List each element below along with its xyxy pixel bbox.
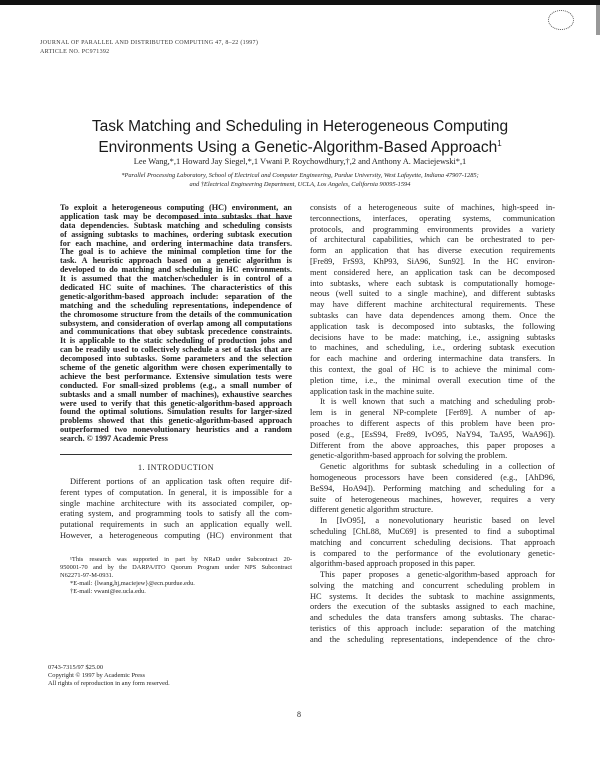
- body-text-line: Different from the above approaches, this paper proposes a: [310, 440, 555, 450]
- footnotes: [60, 556, 292, 596]
- body-text-line: proaches to different aspects of this problem have been pro-: [310, 418, 555, 428]
- body-text-line: is compared to the performance of the evolutionary genetic-: [310, 548, 555, 558]
- footnote-line: N62271-97-M-0931.: [60, 572, 114, 579]
- footnote-line: †E-mail: vwani@ee.ucla.edu.: [70, 588, 146, 595]
- abstract-line: decomposed into subtasks. Some parameters and the selection: [60, 355, 292, 364]
- abstract-line: of assigning subtasks to machines, ordering subtask execution: [60, 230, 292, 239]
- footnote-line: 950001-70 and by the DARPA/ITO Quorum Program under NPS Subcontract: [60, 564, 292, 571]
- title-footnote-mark: 1: [497, 139, 502, 148]
- abstract-line: can be readily used to collectively schedule a set of tasks that are: [60, 346, 292, 355]
- body-text-line: application task in the machine suite.: [310, 386, 435, 396]
- body-text-line: form an application that has diverse execution requirements: [310, 246, 555, 256]
- body-text-line: this context, the goal of HC is to achieve the minimal com-: [310, 364, 555, 374]
- body-text-line: suite of heterogeneous machines, however, requires a very: [310, 494, 555, 504]
- body-text-line: single machine architecture with its associated compiler, op-: [60, 498, 292, 508]
- abstract-line: outperformed two nonevolutionary heuristics and a random: [60, 426, 292, 435]
- body-text-line: different genetic algorithm structure.: [310, 505, 434, 515]
- body-text-line: posed (e.g., [EsS94, Fre89, IvO95, NaY94, TaA95, WaA96]).: [310, 429, 555, 439]
- abstract-line: the chromosome structure from the details of the communication: [60, 310, 292, 319]
- abstract-line: for each machine, and ordering intermachine data transfers.: [60, 239, 292, 248]
- body-text-line: matching and concurrent scheduling decisions. That approach: [310, 537, 555, 547]
- abstract-line: subtasks and a small number of machines), exhaustive searches: [60, 390, 292, 399]
- title-line-2: [0, 135, 600, 156]
- scan-edge-mark: [596, 5, 600, 35]
- author-list: Lee Wang,*,1 Howard Jay Siegel,*,1 Vwani P. Roychowdhury,†,2 and Anthony A. Maciejewski*,1: [133, 157, 467, 166]
- body-text-line: to machines, and scheduling, i.e., ordering subtask execution: [310, 343, 555, 353]
- copyright-block: [48, 664, 248, 688]
- abstract-line: task. A heuristic approach based on a genetic algorithm is: [60, 257, 292, 266]
- abstract-line: application task may be decomposed into subtasks that have: [60, 212, 292, 221]
- body-text-line: of architectural capabilities, which can be orchestrated to per-: [310, 235, 555, 245]
- abstract-line: matching and the scheduling representations, independence of: [60, 301, 292, 310]
- abstract-line: dedicated HC suite of machines. The characteristics of this: [60, 284, 292, 293]
- abstract-bottom-rule: [60, 454, 292, 455]
- copyright-line: 0743-7315/97 $25.00: [48, 664, 104, 671]
- body-text-line: teristics of this approach include: separation of the matching: [310, 624, 555, 634]
- abstract-line: scheme of the genetic algorithm were chosen experimentally to: [60, 364, 292, 373]
- abstract-line: It is assumed that the matcher/scheduler is in control of a: [60, 275, 292, 284]
- abstract-line: achieve the best performance. Extensive simulation tests were: [60, 372, 292, 381]
- abstract-line: problems showed that this genetic-algorithm-based approach: [60, 417, 292, 426]
- page-number: 8: [297, 710, 301, 719]
- publisher-logo-stamp: [548, 10, 574, 30]
- body-text-line: application task is decomposed into subtasks, the following: [310, 321, 555, 331]
- affiliation-1: *Parallel Processing Laboratory, School of Electrical and Computer Engineering, Purdue University, West Lafayette, Indiana 47907-1285;: [121, 172, 479, 179]
- body-text-line: and the scheduling representations, independence of the chro-: [310, 634, 555, 644]
- journal-header: JOURNAL OF PARALLEL AND DISTRIBUTED COMPUTING 47, 8–22 (1997): [40, 40, 259, 46]
- body-text-line: for each machine and ordering intermachine data transfers. In: [310, 354, 555, 364]
- body-text-line: algorithm-based approach proposed in this paper.: [310, 559, 476, 569]
- body-text-line: consists of a heterogeneous suite of machines, high-speed in-: [310, 203, 555, 212]
- body-text-line: Different portions of an application task often require dif-: [70, 477, 292, 486]
- body-text-line: homogeneous processors have been considered (e.g., [AhD96,: [310, 472, 555, 482]
- abstract-line: The goal is to achieve the minimal completion time for the: [60, 248, 292, 257]
- title-line-1: Task Matching and Scheduling in Heterogeneous Computing: [91, 118, 509, 135]
- body-text-line: subtasks can have data dependences among them. Once the: [310, 310, 555, 320]
- body-text-line: [Fre89, FrS93, KhP93, SiA96, Sun92]. In the HC environ-: [310, 256, 555, 266]
- introduction-left-column: [60, 477, 292, 542]
- body-text-line: lem is in general NP-complete [Fer89]. A number of ap-: [310, 408, 555, 418]
- body-text-line: terconnections, interfaces, operating systems, communication: [310, 213, 555, 223]
- abstract-line: data dependencies. Subtask matching and scheduling consists: [60, 221, 292, 230]
- body-text-line: orders the execution of the subtasks assigned to each machine,: [310, 602, 555, 612]
- affiliation-2: and †Electrical Engineering Department, UCLA, Los Angeles, California 90095-1594: [189, 181, 411, 188]
- body-text-line: solving the matching and concurrent scheduling problem in: [310, 580, 555, 590]
- body-text-line: In [IvO95], a nonevolutionary heuristic based on level: [320, 516, 555, 526]
- abstract-line: conducted. For small-sized problems (e.g., a small number of: [60, 381, 292, 390]
- footnote-line: ¹This research was supported in part by NRaD under Subcontract 20-: [70, 556, 292, 563]
- copyright-line: Copyright © 1997 by Academic Press: [48, 672, 145, 679]
- body-text-line: erating system, and programming tools to satisfy all the com-: [60, 509, 292, 519]
- body-text-line: decisions have to be made: matching, i.e., assigning subtasks: [310, 332, 555, 342]
- abstract: [60, 204, 292, 444]
- body-text-line: genetic-algorithm-based approach for solving the problem.: [310, 451, 508, 461]
- body-text-line: However, a heterogeneous computing (HC) environment that: [60, 530, 292, 540]
- abstract-line: and communications that obey subtask precedence constraints.: [60, 328, 292, 337]
- abstract-line: genetic-algorithm-based approach include: separation of the: [60, 292, 292, 301]
- title-line-2-text: Environments Using a Genetic-Algorithm-Based Approach: [98, 139, 498, 157]
- right-column-text: [310, 203, 555, 646]
- body-text-line: into subtasks, where each subtask is computationally homoge-: [310, 278, 555, 288]
- body-text-line: ferent types of computation. In general, it is impossible for a: [60, 487, 292, 497]
- abstract-line: subsystem, and consideration of overlap among all computations: [60, 319, 292, 328]
- body-text-line: HC systems. It decides the subtask to machine assignments,: [310, 591, 555, 601]
- body-text-line: ment considered here, an application task can be decomposed: [310, 267, 555, 277]
- scan-edge-bar: [0, 0, 600, 5]
- article-number: ARTICLE NO. PC971392: [40, 49, 110, 55]
- body-text-line: and schedules the data transfers among subtasks. The charac-: [310, 613, 555, 623]
- body-text-line: may have different machine architectural requirements. These: [310, 300, 555, 310]
- body-text-line: This paper proposes a genetic-algorithm-based approach for: [320, 570, 555, 580]
- body-text-line: neous (well suited to a single machine), and different subtasks: [310, 289, 555, 299]
- body-text-line: It is well known that such a matching and scheduling prob-: [320, 397, 555, 407]
- body-text-line: protocols, and programming environments provides a variety: [310, 224, 555, 234]
- section-heading-introduction: 1. INTRODUCTION: [138, 463, 214, 472]
- abstract-line: were used to verify that this genetic-algorithm-based approach: [60, 399, 292, 408]
- body-text-line: BeS94, HoA94]). Performing matching and scheduling for a: [310, 483, 555, 493]
- body-text-line: pletion time, i.e., the minimal overall execution time of the: [310, 375, 555, 385]
- body-text-line: putational requirements in such an application equally well.: [60, 520, 292, 530]
- footnote-line: *E-mail: {lwang,hj,maciejew}@ecn.purdue.edu.: [70, 580, 195, 587]
- body-text-line: Genetic algorithms for subtask scheduling in a collection of: [320, 462, 555, 472]
- abstract-line: search. © 1997 Academic Press: [60, 435, 168, 444]
- copyright-line: All rights of reproduction in any form reserved.: [48, 680, 170, 687]
- paper-title: [0, 118, 600, 156]
- abstract-line: It is applicable to the static scheduling of production jobs and: [60, 337, 292, 346]
- abstract-line: found the optimal solutions. Simulation results for larger-sized: [60, 408, 292, 417]
- abstract-line: To exploit a heterogeneous computing (HC) environment, an: [60, 204, 292, 212]
- body-text-line: scheduling [ChL88, MuC69] is presented to find a suboptimal: [310, 526, 555, 536]
- abstract-line: developed to do matching and scheduling in HC environments.: [60, 266, 292, 275]
